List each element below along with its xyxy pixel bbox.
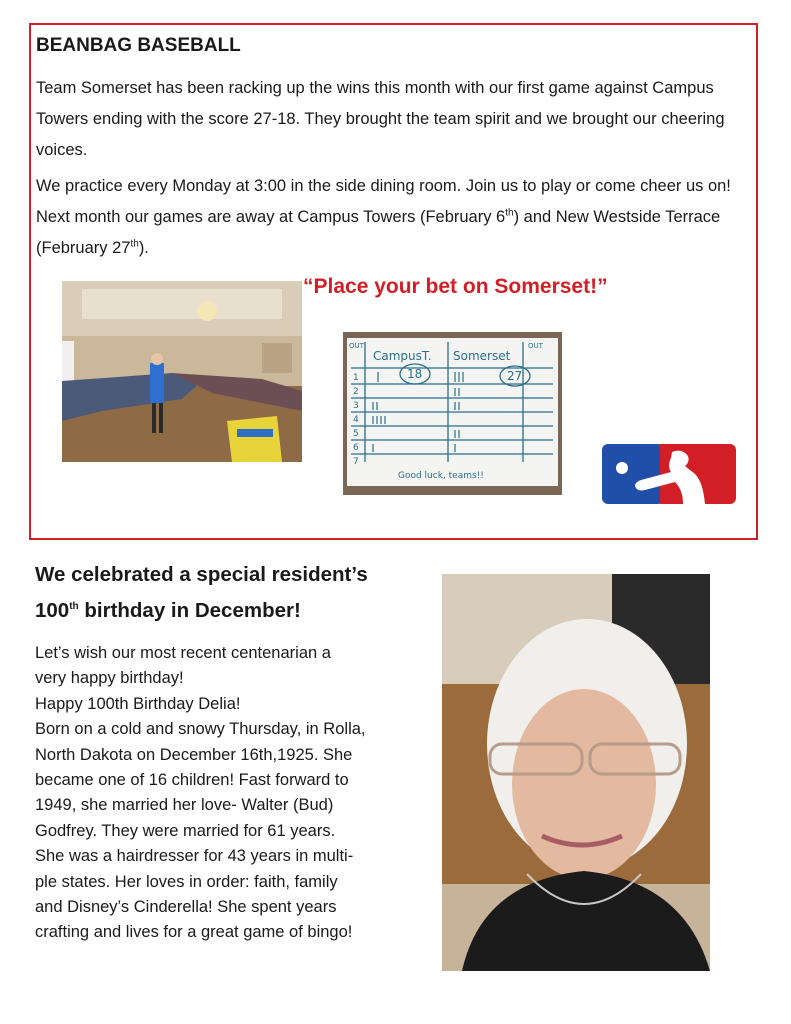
birthday-line: and Disney’s Cinderella! She spent years [35,898,337,917]
board-inning-number: 7 [353,457,359,467]
birthday-heading: We celebrated a special resident’s 100th birthday in December! [35,563,368,622]
board-inning-number: 1 [353,373,359,383]
baseball-heading: BEANBAG BASEBALL [36,35,241,56]
birthday-line: ple states. Her loves in order: faith, family [35,872,338,891]
dining-room-game-photo [62,281,302,462]
board-team-2: Somerset [453,349,511,363]
birthday-line: Born on a cold and snowy Thursday, in Rolla, [35,720,366,739]
birthday-line: became one of 16 children! Fast forward to [35,771,349,790]
birthday-line: Let’s wish our most recent centenarian a [35,644,331,662]
birthday-line: crafting and lives for a great game of bingo! [35,923,353,942]
board-inning-number: 2 [353,387,359,397]
delia-portrait-photo [442,574,710,971]
board-out-left: OUT [349,342,364,350]
baseball-paragraph-1: Team Somerset has been racking up the wins this month with our first game against Campus Towers ending with the score 27-18. They brought the team spirit and we brought our cheering voices. [36,79,725,159]
board-inning-number: 3 [353,401,359,411]
birthday-text [35,641,415,946]
board-inning-number: 6 [353,443,359,453]
baseball-logo-icon [602,444,736,504]
birthday-line: She was a hairdresser for 43 years in multi- [35,847,354,866]
board-footer: Good luck, teams!! [398,471,484,481]
board-inning-number: 4 [353,415,359,425]
birthday-line: 1949, she married her love- Walter (Bud) [35,796,334,815]
birthday-line: North Dakota on December 16th,1925. She [35,745,353,764]
birthday-line: Happy 100th Birthday Delia! [35,694,241,713]
board-inning-number: 5 [353,429,359,439]
slogan: “Place your bet on Somerset!” [303,275,608,298]
board-out-right: OUT [528,342,543,350]
birthday-line: very happy birthday! [35,669,184,688]
board-team-1: CampusT. [373,349,432,363]
board-score-2: 27 [507,369,523,383]
board-score-1: 18 [407,367,423,381]
scoreboard-whiteboard-photo [343,332,562,495]
birthday-line: Godfrey. They were married for 61 years. [35,821,336,840]
baseball-paragraph-2: We practice every Monday at 3:00 in the side dining room. Join us to play or come cheer us on! Next month our games are away at Campus Towers (February 6th) and New Westside Terrace (February 27th). [36,177,731,257]
